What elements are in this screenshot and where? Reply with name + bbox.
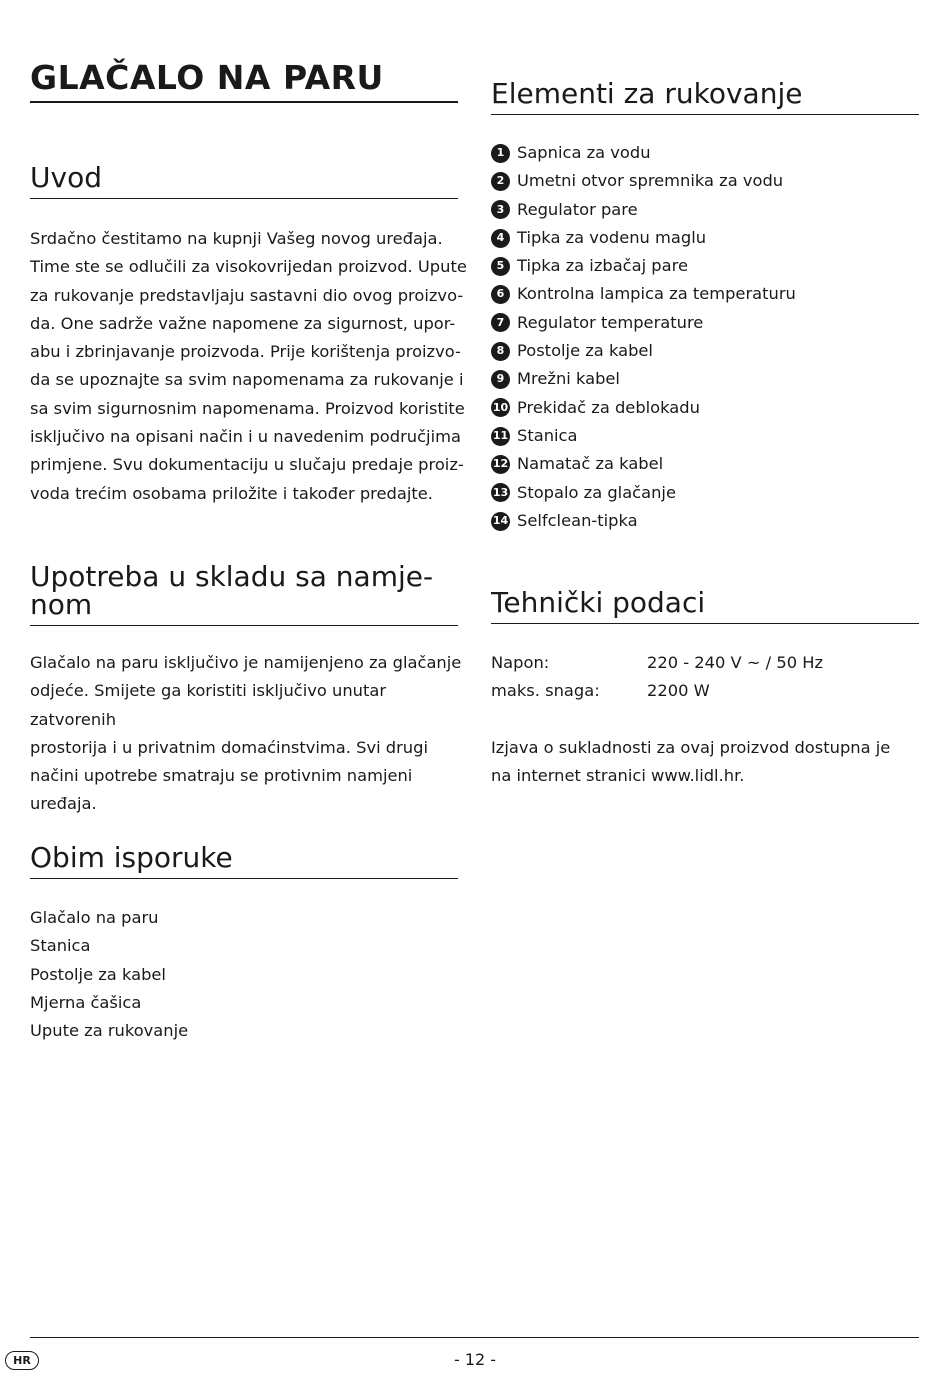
list-item-label: Umetni otvor spremnika za vodu — [517, 171, 784, 191]
list-item — [491, 252, 796, 280]
list-item-label: Tipka za vodenu maglu — [517, 227, 707, 247]
technical-table — [491, 649, 919, 706]
usage-line: načini upotrebe smatraju se protivnim namjeni — [30, 766, 413, 786]
list-item — [491, 167, 796, 195]
list-item-label: Mrežni kabel — [517, 369, 620, 389]
language-badge: HR — [5, 1351, 39, 1370]
list-item — [491, 309, 796, 337]
number-badge: 14 — [491, 512, 510, 531]
number-badge: 2 — [491, 172, 510, 191]
delivery-list — [30, 904, 188, 1045]
intro-line: primjene. Svu dokumentaciju u slučaju predaje proiz- — [30, 455, 464, 475]
number-badge: 6 — [491, 285, 510, 304]
list-item-label: Kontrolna lampica za temperaturu — [517, 284, 796, 304]
list-item-label: Regulator temperature — [517, 312, 704, 332]
table-row — [491, 677, 919, 705]
declaration-line: Izjava o sukladnosti za ovaj proizvod dostupna je — [491, 738, 891, 757]
intro-heading: Uvod — [30, 164, 458, 199]
list-item — [491, 450, 796, 478]
intro-line: sa svim sigurnosnim napomenama. Proizvod koristite — [30, 398, 465, 418]
table-row — [491, 649, 919, 677]
intro-line: isključivo na opisani način i u navedenim područjima — [30, 427, 461, 447]
spec-label: Napon: — [491, 653, 550, 672]
usage-paragraph — [30, 649, 470, 819]
list-item-label: Selfclean-tipka — [517, 510, 638, 530]
list-item: Mjerna čašica — [30, 992, 142, 1012]
spec-value: 2200 W — [647, 681, 710, 701]
list-item — [491, 479, 796, 507]
declaration-paragraph — [491, 734, 931, 791]
page-title: GLAČALO NA PARU — [30, 58, 458, 103]
intro-line: da se upoznajte sa svim napomenama za rukovanje i — [30, 370, 464, 390]
number-badge: 7 — [491, 313, 510, 332]
usage-line: prostorija i u privatnim domaćinstvima. Svi drugi — [30, 737, 428, 757]
intro-line: Srdačno čestitamo na kupnji Vašeg novog uređaja. — [30, 229, 443, 248]
list-item-label: Postolje za kabel — [517, 341, 653, 361]
list-item: Upute za rukovanje — [30, 1021, 189, 1041]
list-item-label: Tipka za izbačaj pare — [517, 256, 688, 276]
number-badge: 1 — [491, 144, 510, 163]
intro-paragraph — [30, 225, 470, 508]
list-item-label: Namatač za kabel — [517, 454, 664, 474]
number-badge: 8 — [491, 342, 510, 361]
intro-line: da. One sadrže važne napomene za sigurnost, upor- — [30, 313, 456, 333]
controls-heading: Elementi za rukovanje — [491, 80, 919, 115]
intro-line: za rukovanje predstavljaju sastavni dio ovog proizvo- — [30, 285, 464, 305]
list-item-label: Regulator pare — [517, 199, 638, 219]
usage-heading-line: nom — [30, 588, 93, 621]
list-item: Postolje za kabel — [30, 964, 166, 984]
list-item — [491, 422, 796, 450]
page-number: - 12 - — [453, 1350, 497, 1369]
intro-line: voda trećim osobama priložite i također predajte. — [30, 483, 433, 503]
list-item — [491, 394, 796, 422]
intro-line: Time ste se odlučili za visokovrijedan proizvod. Upute — [30, 257, 467, 277]
usage-line: odjeće. Smijete ga koristiti isključivo unutar zatvorenih — [30, 681, 387, 729]
spec-label: maks. snaga: — [491, 681, 600, 701]
list-item-label: Sapnica za vodu — [517, 143, 651, 162]
technical-heading: Tehnički podaci — [491, 589, 919, 624]
usage-line: uređaja. — [30, 794, 97, 814]
spec-value: 220 - 240 V ~ / 50 Hz — [647, 653, 824, 672]
number-badge: 9 — [491, 370, 510, 389]
list-item-label: Stopalo za glačanje — [517, 482, 676, 502]
number-badge: 11 — [491, 427, 510, 446]
list-item — [491, 196, 796, 224]
list-item — [491, 280, 796, 308]
list-item — [491, 365, 796, 393]
intro-line: abu i zbrinjavanje proizvoda. Prije korištenja proizvo- — [30, 342, 461, 362]
usage-heading — [30, 560, 458, 626]
list-item — [491, 139, 796, 167]
number-badge: 12 — [491, 455, 510, 474]
controls-list — [491, 139, 796, 535]
footer-divider — [30, 1337, 919, 1338]
list-item-label: Prekidač za deblokadu — [517, 397, 700, 417]
declaration-line: na internet stranici www.lidl.hr. — [491, 766, 745, 786]
delivery-heading: Obim isporuke — [30, 844, 458, 879]
number-badge: 10 — [491, 398, 510, 417]
number-badge: 4 — [491, 229, 510, 248]
list-item: Stanica — [30, 936, 91, 956]
list-item-label: Stanica — [517, 425, 578, 445]
list-item — [491, 337, 796, 365]
list-item — [491, 507, 796, 535]
number-badge: 13 — [491, 483, 510, 502]
number-badge: 3 — [491, 200, 510, 219]
usage-line: Glačalo na paru isključivo je namijenjeno za glačanje — [30, 653, 462, 672]
usage-heading-line: Upotreba u skladu sa namje- — [30, 560, 434, 593]
list-item — [491, 224, 796, 252]
list-item: Glačalo na paru — [30, 908, 159, 927]
number-badge: 5 — [491, 257, 510, 276]
